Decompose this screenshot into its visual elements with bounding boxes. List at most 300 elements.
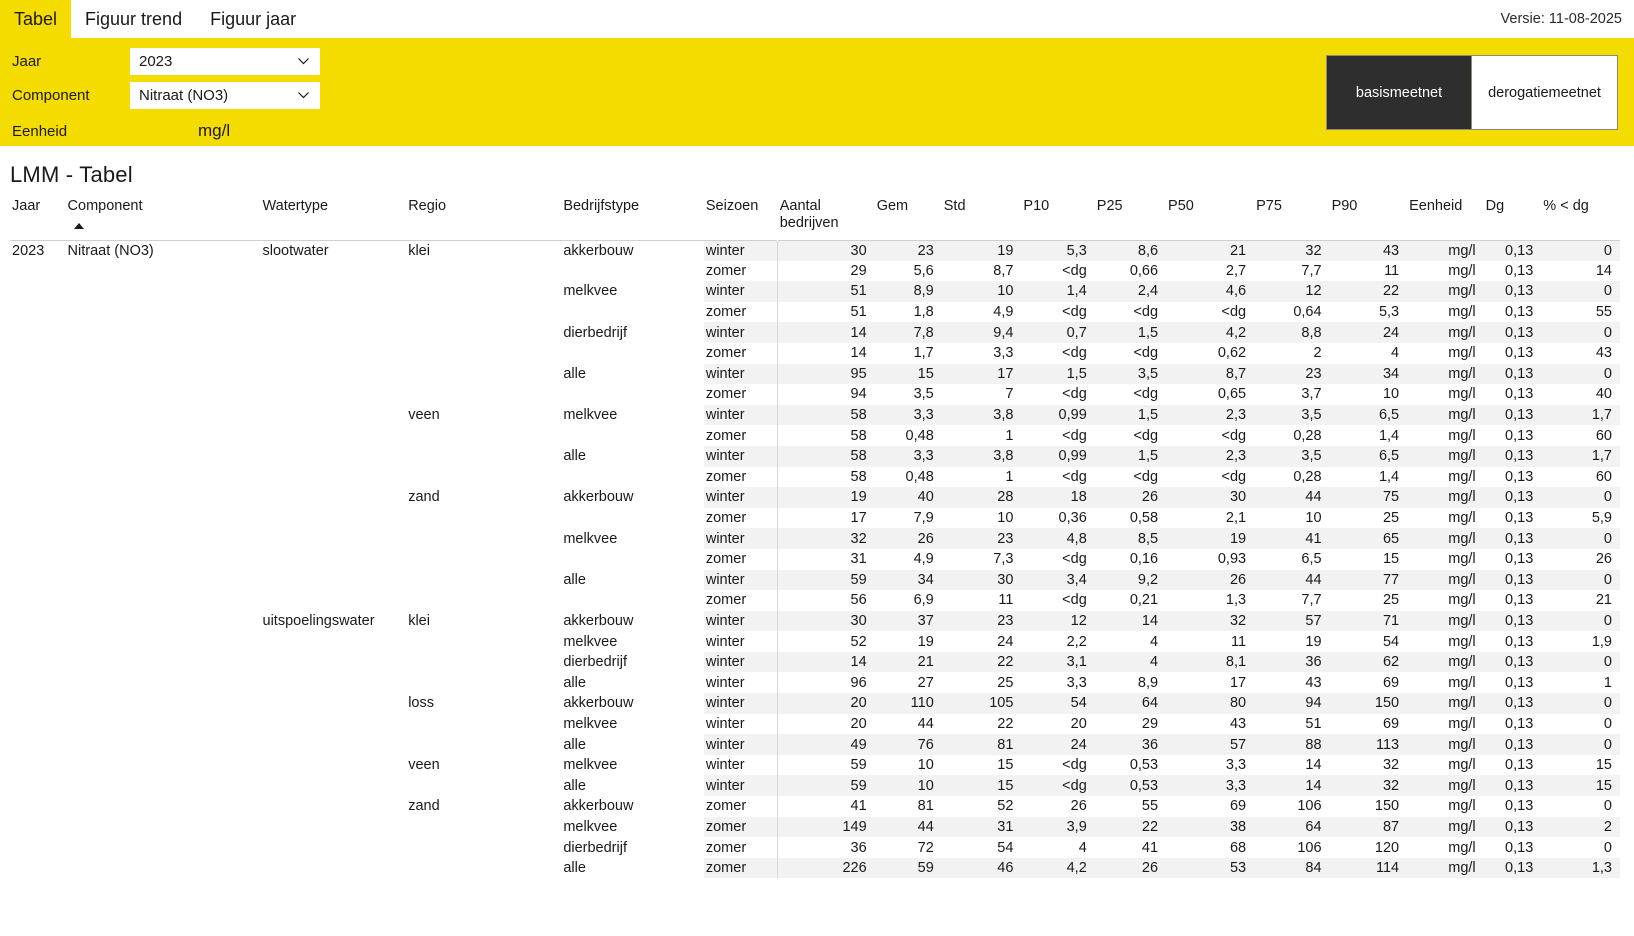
cell-eenheid: mg/l — [1448, 839, 1476, 856]
cell-regio — [406, 467, 561, 488]
cell-p25: 0,66 — [1129, 262, 1159, 279]
col-header-pct-lt-dg-label: % < dg — [1543, 198, 1589, 214]
cell-std: 4,9 — [993, 304, 1014, 321]
tab-figuur-jaar[interactable] — [196, 0, 310, 38]
cell-pct-lt-dg: 0 — [1541, 322, 1620, 343]
cell-dg: 0,13 — [1505, 715, 1534, 732]
cell-pct-lt-dg: 0 — [1541, 528, 1620, 549]
cell-jaar — [10, 652, 66, 673]
tab-figuur-trend[interactable] — [71, 0, 196, 38]
cell-std: 52 — [997, 798, 1014, 815]
cell-bedrijfstype — [561, 590, 704, 611]
cell-aantal-bedrijven: 20 — [777, 693, 874, 714]
cell-p50: 0,93 — [1217, 551, 1247, 568]
col-header-watertype[interactable] — [261, 196, 407, 240]
cell-component — [66, 446, 261, 467]
cell-p75: 3,7 — [1301, 386, 1322, 403]
cell-bedrijfstype: alle — [563, 365, 586, 382]
cell-p50: 19 — [1166, 528, 1254, 549]
cell-regio — [406, 508, 561, 529]
cell-p25: 0,53 — [1095, 775, 1166, 796]
cell-jaar — [10, 837, 66, 858]
col-header-p90-label: P90 — [1331, 198, 1358, 214]
cell-pct-lt-dg: 0 — [1603, 715, 1612, 732]
col-header-bedrijfstype[interactable] — [561, 196, 704, 240]
table-row — [10, 755, 1620, 776]
cell-aantal-bedrijven: 41 — [777, 796, 874, 817]
cell-gem: 6,9 — [913, 592, 934, 609]
cell-aantal-bedrijven: 20 — [777, 714, 874, 735]
cell-p50: 21 — [1166, 240, 1254, 261]
cell-p10: 5,3 — [1021, 240, 1094, 261]
cell-p50: 3,3 — [1225, 757, 1247, 774]
col-header-std-label: Std — [943, 198, 966, 214]
cell-p75: 7,7 — [1301, 592, 1322, 609]
cell-watertype — [261, 549, 407, 570]
cell-dg: 0,13 — [1484, 611, 1542, 632]
cell-p90: 22 — [1330, 281, 1408, 302]
table-row — [10, 631, 1620, 652]
cell-std: 15 — [942, 775, 1022, 796]
cell-p50: <dg — [1221, 468, 1247, 485]
cell-std: 28 — [942, 487, 1022, 508]
table-row — [10, 672, 1620, 693]
cell-p90: 15 — [1382, 551, 1400, 568]
cell-bedrijfstype: alle — [563, 674, 586, 691]
cell-seizoen: winter — [704, 281, 777, 302]
basismeetnet-label: basismeetnet — [1355, 84, 1443, 101]
cell-p90: 25 — [1382, 592, 1400, 609]
cell-pct-lt-dg: 0 — [1541, 611, 1620, 632]
cell-p90: 43 — [1330, 240, 1408, 261]
table-row — [10, 281, 1620, 302]
cell-eenheid: mg/l — [1448, 715, 1476, 732]
cell-jaar — [10, 693, 66, 714]
cell-seizoen: zomer — [705, 551, 747, 568]
table-body — [10, 240, 1620, 878]
cell-watertype — [261, 302, 407, 323]
cell-eenheid: mg/l — [1448, 592, 1476, 609]
cell-regio — [406, 858, 561, 879]
cell-watertype — [261, 508, 407, 529]
lmm-table — [10, 196, 1620, 878]
cell-p50: <dg — [1221, 427, 1247, 444]
cell-p50: 38 — [1166, 817, 1254, 838]
cell-eenheid: mg/l — [1407, 775, 1484, 796]
cell-p10: <dg — [1062, 551, 1087, 568]
cell-p90: 5,3 — [1378, 304, 1400, 321]
cell-p25: 1,5 — [1095, 322, 1166, 343]
table-row — [10, 796, 1620, 817]
cell-eenheid: mg/l — [1448, 262, 1476, 279]
cell-bedrijfstype: akkerbouw — [563, 242, 634, 259]
cell-eenheid: mg/l — [1407, 528, 1484, 549]
cell-p10: 1,5 — [1021, 364, 1094, 385]
cell-std: 10 — [942, 281, 1022, 302]
cell-p25: 0,16 — [1129, 551, 1159, 568]
cell-component — [66, 528, 261, 549]
cell-regio — [406, 384, 561, 405]
cell-p75: 0,64 — [1293, 304, 1322, 321]
cell-component — [66, 693, 261, 714]
cell-watertype — [261, 405, 407, 426]
col-header-component[interactable] — [66, 196, 261, 240]
cell-p25: 3,5 — [1095, 364, 1166, 385]
cell-watertype: uitspoelingswater — [262, 612, 375, 629]
cell-dg: 0,13 — [1484, 364, 1542, 385]
cell-eenheid: mg/l — [1448, 551, 1476, 568]
cell-p10: <dg — [1062, 468, 1087, 485]
cell-pct-lt-dg: 15 — [1541, 775, 1620, 796]
component-row — [0, 78, 700, 112]
table-row — [10, 528, 1620, 549]
table-row — [10, 590, 1620, 611]
cell-regio — [406, 570, 561, 591]
cell-component — [66, 755, 261, 776]
cell-p75: 23 — [1254, 364, 1329, 385]
cell-jaar — [10, 384, 66, 405]
cell-eenheid: mg/l — [1407, 817, 1484, 838]
col-header-p75[interactable] — [1254, 196, 1329, 240]
cell-p90: 4 — [1391, 345, 1400, 362]
cell-component — [66, 672, 261, 693]
cell-bedrijfstype — [561, 261, 704, 282]
cell-jaar — [10, 302, 66, 323]
cell-std: 7,3 — [993, 551, 1014, 568]
cell-regio: klei — [408, 612, 430, 629]
cell-p90: 75 — [1330, 487, 1408, 508]
cell-regio — [406, 446, 561, 467]
cell-bedrijfstype: melkvee — [563, 715, 618, 732]
col-header-p50[interactable] — [1166, 196, 1254, 240]
cell-eenheid: mg/l — [1448, 468, 1476, 485]
cell-p25: 0,53 — [1129, 757, 1159, 774]
cell-std: 54 — [997, 839, 1014, 856]
cell-seizoen: winter — [704, 322, 777, 343]
col-header-std[interactable] — [942, 196, 1022, 240]
cell-component — [66, 858, 261, 879]
cell-component — [66, 652, 261, 673]
cell-p90: 1,4 — [1378, 468, 1400, 485]
col-header-p90[interactable] — [1330, 196, 1408, 240]
col-header-regio-label: Regio — [408, 198, 447, 214]
cell-p25: 8,5 — [1095, 528, 1166, 549]
cell-bedrijfstype: melkvee — [563, 757, 618, 774]
cell-gem: 44 — [917, 715, 934, 732]
cell-gem: 4,9 — [913, 551, 934, 568]
cell-p90: 114 — [1330, 858, 1408, 879]
cell-p90: 150 — [1330, 693, 1408, 714]
cell-eenheid: mg/l — [1407, 693, 1484, 714]
col-header-eenheid-label: Eenheid — [1409, 198, 1463, 214]
cell-p50: 2,3 — [1166, 446, 1254, 467]
cell-seizoen: winter — [705, 674, 745, 691]
cell-seizoen: zomer — [705, 510, 747, 527]
eenheid-label: Eenheid — [12, 122, 68, 140]
cell-bedrijfstype: alle — [563, 736, 586, 753]
cell-pct-lt-dg: 60 — [1595, 427, 1612, 444]
col-header-p50-label: P50 — [1168, 198, 1194, 214]
col-header-aantal-bedrijven-label: Aantal bedrijven — [779, 198, 839, 232]
cell-p10: 20 — [1070, 715, 1087, 732]
cell-p50: 17 — [1229, 674, 1247, 691]
tab-tabel[interactable] — [0, 0, 71, 38]
cell-gem: 34 — [875, 570, 942, 591]
cell-pct-lt-dg: 0 — [1541, 487, 1620, 508]
cell-component: Nitraat (NO3) — [67, 242, 154, 259]
cell-p50: 8,7 — [1166, 364, 1254, 385]
col-header-aantal-bedrijven[interactable] — [777, 196, 874, 240]
col-header-p10[interactable] — [1021, 196, 1094, 240]
basismeetnet-button[interactable] — [1327, 56, 1472, 129]
cell-dg: 0,13 — [1505, 592, 1534, 609]
cell-p25: 2,4 — [1095, 281, 1166, 302]
cell-p75: 10 — [1305, 510, 1322, 527]
table-row — [10, 652, 1620, 673]
cell-aantal-bedrijven: 31 — [777, 549, 874, 570]
cell-p25: 1,5 — [1095, 405, 1166, 426]
cell-p50: 2,3 — [1166, 405, 1254, 426]
cell-p50: 0,62 — [1217, 345, 1247, 362]
cell-p90: 10 — [1382, 386, 1400, 403]
cell-gem: 23 — [875, 240, 942, 261]
cell-p25: <dg — [1133, 468, 1159, 485]
eenheid-row — [0, 114, 700, 148]
cell-p25: 4 — [1149, 633, 1159, 650]
cell-p90: 62 — [1330, 652, 1408, 673]
cell-p25: 55 — [1141, 798, 1159, 815]
cell-p75: 51 — [1305, 715, 1322, 732]
cell-gem: 0,48 — [905, 468, 934, 485]
cell-aantal-bedrijven: 56 — [777, 590, 874, 611]
cell-bedrijfstype: akkerbouw — [563, 612, 634, 629]
cell-gem: 110 — [875, 693, 942, 714]
cell-p90: 120 — [1374, 839, 1400, 856]
cell-p75: 19 — [1305, 633, 1322, 650]
cell-eenheid: mg/l — [1407, 281, 1484, 302]
cell-aantal-bedrijven: 58 — [777, 467, 874, 488]
cell-p90: 69 — [1382, 715, 1400, 732]
cell-gem: 10 — [917, 757, 934, 774]
cell-p10: 1,4 — [1021, 281, 1094, 302]
jaar-select[interactable] — [130, 48, 320, 75]
table-row — [10, 425, 1620, 446]
cell-component — [66, 817, 261, 838]
cell-dg: 0,13 — [1505, 427, 1534, 444]
cell-p90: 32 — [1382, 757, 1400, 774]
cell-dg: 0,13 — [1505, 798, 1534, 815]
cell-aantal-bedrijven: 14 — [777, 652, 874, 673]
cell-aantal-bedrijven: 51 — [777, 281, 874, 302]
cell-jaar — [10, 405, 66, 426]
cell-gem: 37 — [875, 611, 942, 632]
cell-std: 1 — [1005, 468, 1014, 485]
cell-p10: 3,4 — [1021, 570, 1094, 591]
cell-pct-lt-dg: 1 — [1603, 674, 1612, 691]
cell-regio — [406, 817, 561, 838]
tab-list — [0, 0, 310, 38]
cell-p90: 87 — [1330, 817, 1408, 838]
cell-jaar — [10, 858, 66, 879]
cell-component — [66, 549, 261, 570]
cell-dg: 0,13 — [1484, 858, 1542, 879]
cell-aantal-bedrijven: 14 — [777, 322, 874, 343]
cell-p10: 18 — [1021, 487, 1094, 508]
cell-regio — [406, 302, 561, 323]
cell-pct-lt-dg: 1,7 — [1541, 405, 1620, 426]
col-header-p25[interactable] — [1095, 196, 1166, 240]
filter-form — [0, 38, 700, 148]
cell-p50: 57 — [1166, 734, 1254, 755]
cell-p50: 80 — [1166, 693, 1254, 714]
cell-dg: 0,13 — [1505, 674, 1534, 691]
cell-p10: 2,2 — [1066, 633, 1087, 650]
col-header-jaar[interactable] — [10, 196, 66, 240]
cell-p50: 4,2 — [1166, 322, 1254, 343]
cell-gem: 26 — [875, 528, 942, 549]
cell-watertype — [261, 281, 407, 302]
table-header — [10, 196, 1620, 240]
cell-gem: 15 — [875, 364, 942, 385]
table-row — [10, 343, 1620, 364]
cell-eenheid: mg/l — [1407, 734, 1484, 755]
cell-eenheid: mg/l — [1448, 345, 1476, 362]
cell-p75: 57 — [1254, 611, 1329, 632]
cell-p10: 4,8 — [1021, 528, 1094, 549]
cell-aantal-bedrijven: 149 — [777, 817, 874, 838]
cell-dg: 0,13 — [1484, 446, 1542, 467]
cell-regio — [406, 672, 561, 693]
cell-bedrijfstype: melkvee — [563, 633, 618, 650]
cell-regio — [406, 343, 561, 364]
cell-p25: 14 — [1095, 611, 1166, 632]
cell-gem: 3,3 — [875, 446, 942, 467]
cell-p10: <dg — [1062, 345, 1087, 362]
cell-seizoen: zomer — [704, 858, 777, 879]
cell-component — [66, 261, 261, 282]
cell-seizoen: zomer — [705, 262, 747, 279]
cell-p25: 8,9 — [1137, 674, 1159, 691]
cell-watertype — [261, 693, 407, 714]
cell-gem: 1,7 — [913, 345, 934, 362]
cell-p75: 14 — [1254, 775, 1329, 796]
eenheid-value: mg/l — [198, 121, 231, 140]
cell-p50: 2,7 — [1225, 262, 1247, 279]
cell-p90: 32 — [1330, 775, 1408, 796]
cell-p90: 25 — [1382, 510, 1400, 527]
cell-watertype — [261, 672, 407, 693]
cell-p90: 24 — [1330, 322, 1408, 343]
cell-jaar — [10, 549, 66, 570]
col-header-regio[interactable] — [406, 196, 561, 240]
table-row — [10, 508, 1620, 529]
cell-p75: 3,5 — [1254, 446, 1329, 467]
cell-regio: zand — [408, 798, 440, 815]
cell-regio — [406, 631, 561, 652]
cell-gem: 72 — [917, 839, 934, 856]
cell-p90: 65 — [1330, 528, 1408, 549]
component-select[interactable] — [130, 82, 320, 109]
cell-seizoen: winter — [704, 364, 777, 385]
cell-jaar — [10, 487, 66, 508]
cell-p75: 3,5 — [1254, 405, 1329, 426]
cell-watertype — [261, 817, 407, 838]
cell-dg: 0,13 — [1484, 570, 1542, 591]
cell-jaar — [10, 508, 66, 529]
cell-p50: 32 — [1166, 611, 1254, 632]
col-header-pct-lt-dg[interactable] — [1541, 196, 1620, 240]
jaar-label: Jaar — [12, 52, 42, 70]
cell-eenheid: mg/l — [1448, 757, 1476, 774]
cell-p75: 43 — [1305, 674, 1322, 691]
table-row — [10, 302, 1620, 323]
cell-std: 9,4 — [942, 322, 1022, 343]
cell-p50: 8,1 — [1166, 652, 1254, 673]
col-header-p75-label: P75 — [1256, 198, 1282, 214]
cell-std: 31 — [942, 817, 1022, 838]
cell-p75: 41 — [1254, 528, 1329, 549]
cell-component — [66, 364, 261, 385]
cell-component — [66, 322, 261, 343]
cell-p25: 9,2 — [1095, 570, 1166, 591]
cell-component — [66, 467, 261, 488]
cell-dg: 0,13 — [1484, 322, 1542, 343]
cell-jaar — [10, 364, 66, 385]
col-header-seizoen[interactable] — [704, 196, 777, 240]
cell-p50: 3,3 — [1166, 775, 1254, 796]
table-row — [10, 714, 1620, 735]
cell-aantal-bedrijven: 30 — [777, 240, 874, 261]
cell-p25: <dg — [1133, 386, 1159, 403]
cell-regio — [406, 590, 561, 611]
cell-p75: 12 — [1254, 281, 1329, 302]
cell-p75: 0,28 — [1293, 427, 1322, 444]
col-header-eenheid[interactable] — [1407, 196, 1484, 240]
cell-eenheid: mg/l — [1448, 674, 1476, 691]
cell-jaar — [10, 343, 66, 364]
cell-gem: 81 — [917, 798, 934, 815]
cell-jaar — [10, 817, 66, 838]
cell-aantal-bedrijven: 51 — [777, 302, 874, 323]
cell-eenheid: mg/l — [1448, 304, 1476, 321]
col-header-dg[interactable] — [1484, 196, 1542, 240]
cell-pct-lt-dg: 40 — [1595, 386, 1612, 403]
cell-std: 19 — [942, 240, 1022, 261]
cell-pct-lt-dg: 1,9 — [1591, 633, 1612, 650]
cell-gem: 7,8 — [875, 322, 942, 343]
cell-regio: klei — [408, 242, 430, 259]
cell-pct-lt-dg: 0 — [1541, 734, 1620, 755]
cell-regio: veen — [408, 407, 440, 424]
cell-p10: 0,99 — [1021, 446, 1094, 467]
cell-p25: 0,21 — [1129, 592, 1159, 609]
cell-dg: 0,13 — [1505, 757, 1534, 774]
cell-watertype — [261, 467, 407, 488]
cell-p90: 71 — [1330, 611, 1408, 632]
cell-p75: 106 — [1297, 839, 1322, 856]
cell-dg: 0,13 — [1505, 510, 1534, 527]
col-header-gem[interactable] — [875, 196, 942, 240]
cell-p75: 8,8 — [1254, 322, 1329, 343]
cell-jaar — [10, 775, 66, 796]
cell-seizoen: zomer — [705, 386, 747, 403]
cell-pct-lt-dg: 0 — [1541, 652, 1620, 673]
table-row — [10, 775, 1620, 796]
derogatiemeetnet-button[interactable] — [1472, 56, 1617, 129]
cell-component — [66, 631, 261, 652]
cell-jaar: 2023 — [12, 242, 45, 259]
cell-seizoen: winter — [704, 693, 777, 714]
